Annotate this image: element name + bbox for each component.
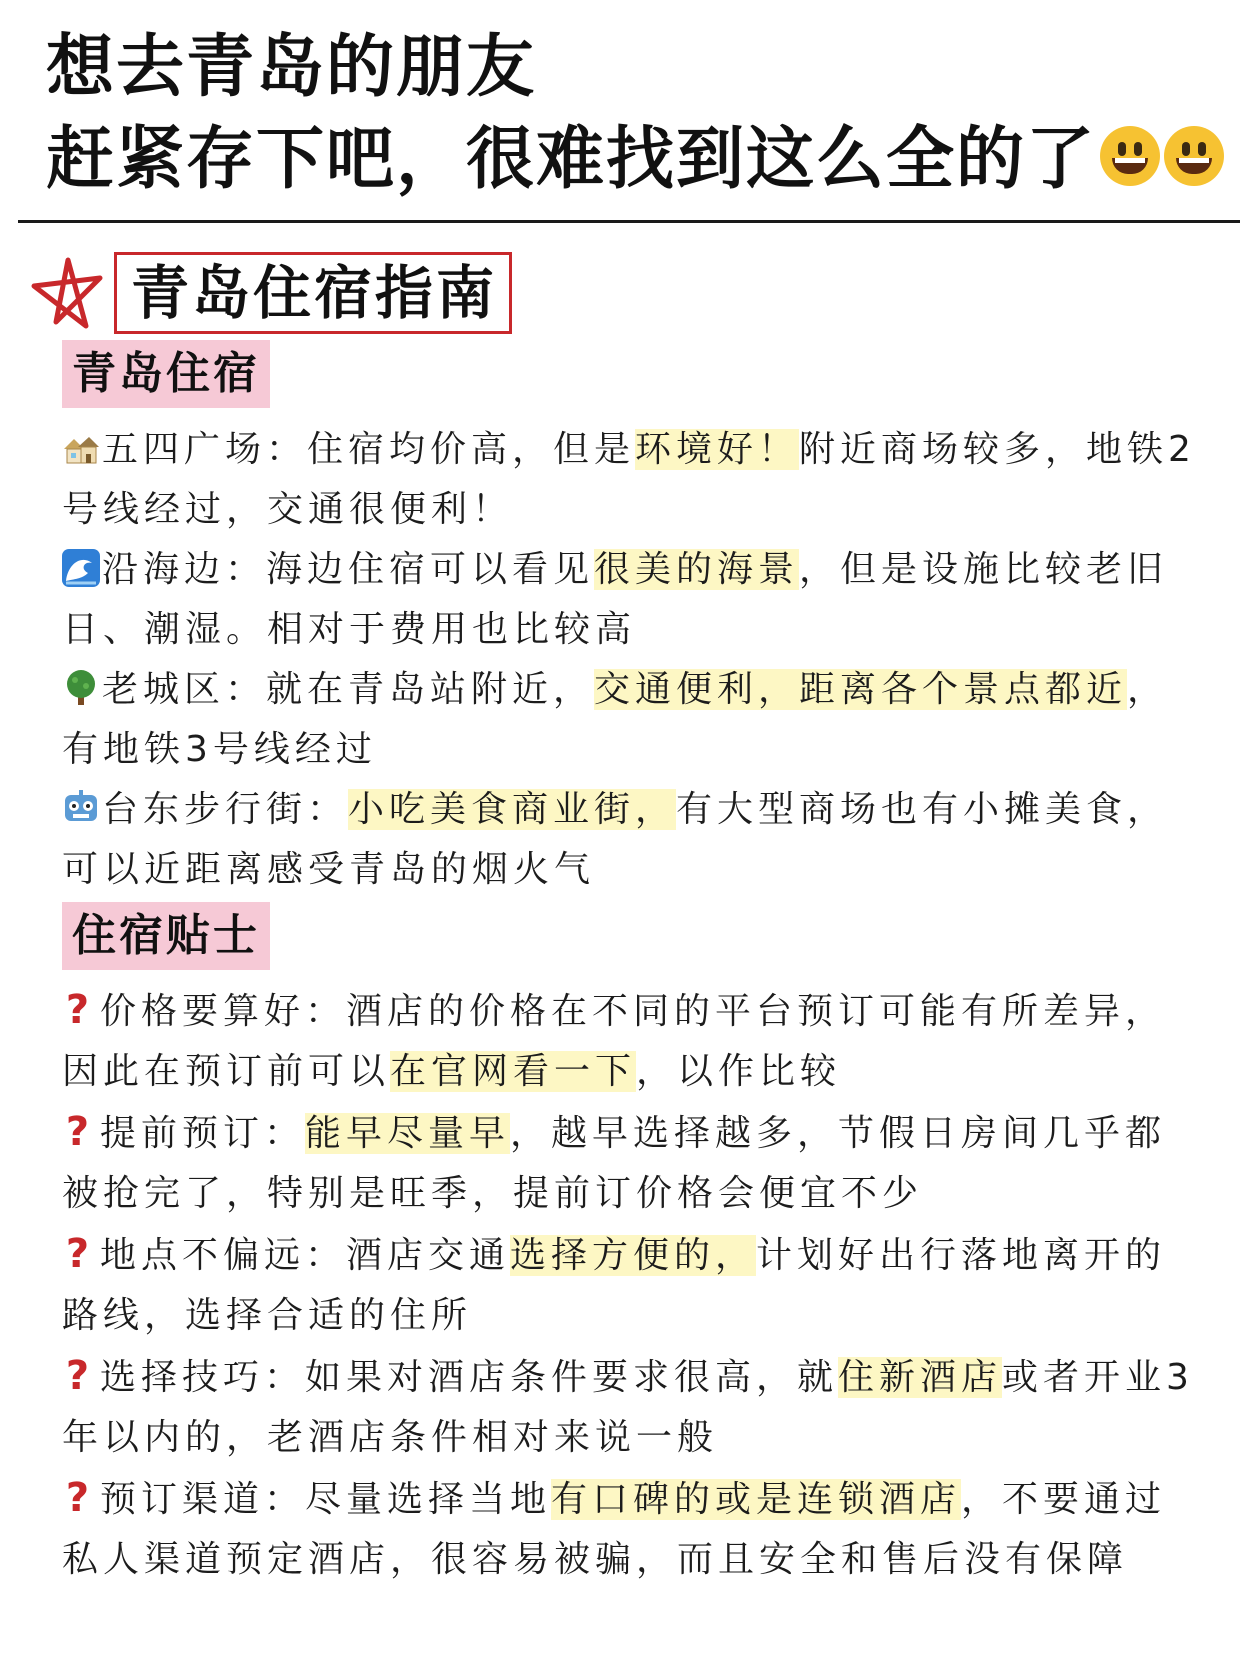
list-item: ? 预订渠道：尽量选择当地有口碑的或是连锁酒店，不要通过私人渠道预定酒店，很容易被骗，而且安全和售后没有保障 [62, 1468, 1202, 1590]
page-title [46, 22, 1226, 206]
star-icon [28, 256, 104, 332]
tree-icon [62, 669, 100, 707]
robot-icon [62, 789, 100, 827]
question-icon: ? [65, 1353, 95, 1399]
houses-icon [62, 429, 100, 467]
question-icon: ? [65, 987, 95, 1033]
title-line-1: 想去青岛的朋友 [46, 28, 537, 107]
title-line-2-text: 赶紧存下吧，很难找到这么全的了 [46, 120, 1097, 199]
list-item: ? 选择技巧：如果对酒店条件要求很高，就住新酒店或者开业3年以内的，老酒店条件相对来说一般 [62, 1346, 1202, 1468]
grinning-face-icon [1100, 126, 1160, 186]
section-label-tips: 住宿贴士 [62, 902, 270, 970]
list-item: ? 提前预订：能早尽量早，越早选择越多，节假日房间几乎都被抢完了，特别是旺季，提前订价格会便宜不少 [62, 1102, 1202, 1224]
title-divider [18, 220, 1240, 223]
question-icon: ? [65, 1109, 95, 1155]
grinning-face-icon [1164, 126, 1224, 186]
list-item: 沿海边：海边住宿可以看见很美的海景，但是设施比较老旧日、潮湿。相对于费用也比较高 [62, 549, 1169, 650]
lodging-list [62, 420, 1202, 900]
list-item: 老城区：就在青岛站附近，交通便利，距离各个景点都近，有地铁3号线经过 [62, 669, 1169, 770]
section-label-lodging: 青岛住宿 [62, 340, 270, 408]
list-item: 五四广场：住宿均价高，但是环境好！附近商场较多，地铁2号线经过，交通很便利！ [62, 429, 1196, 530]
question-icon: ? [65, 1475, 95, 1521]
question-icon: ? [65, 1231, 95, 1277]
tips-list [62, 980, 1202, 1590]
list-item: 台东步行街：小吃美食商业街，有大型商场也有小摊美食，可以近距离感受青岛的烟火气 [62, 789, 1169, 890]
list-item: ? 地点不偏远：酒店交通选择方便的，计划好出行落地离开的路线，选择合适的住所 [62, 1224, 1202, 1346]
list-item: ? 价格要算好：酒店的价格在不同的平台预订可能有所差异，因此在预订前可以在官网看一下，以作比较 [62, 980, 1202, 1102]
wave-icon [62, 549, 100, 587]
guide-title: 青岛住宿指南 [114, 252, 512, 334]
title-line-2 [46, 114, 1226, 206]
